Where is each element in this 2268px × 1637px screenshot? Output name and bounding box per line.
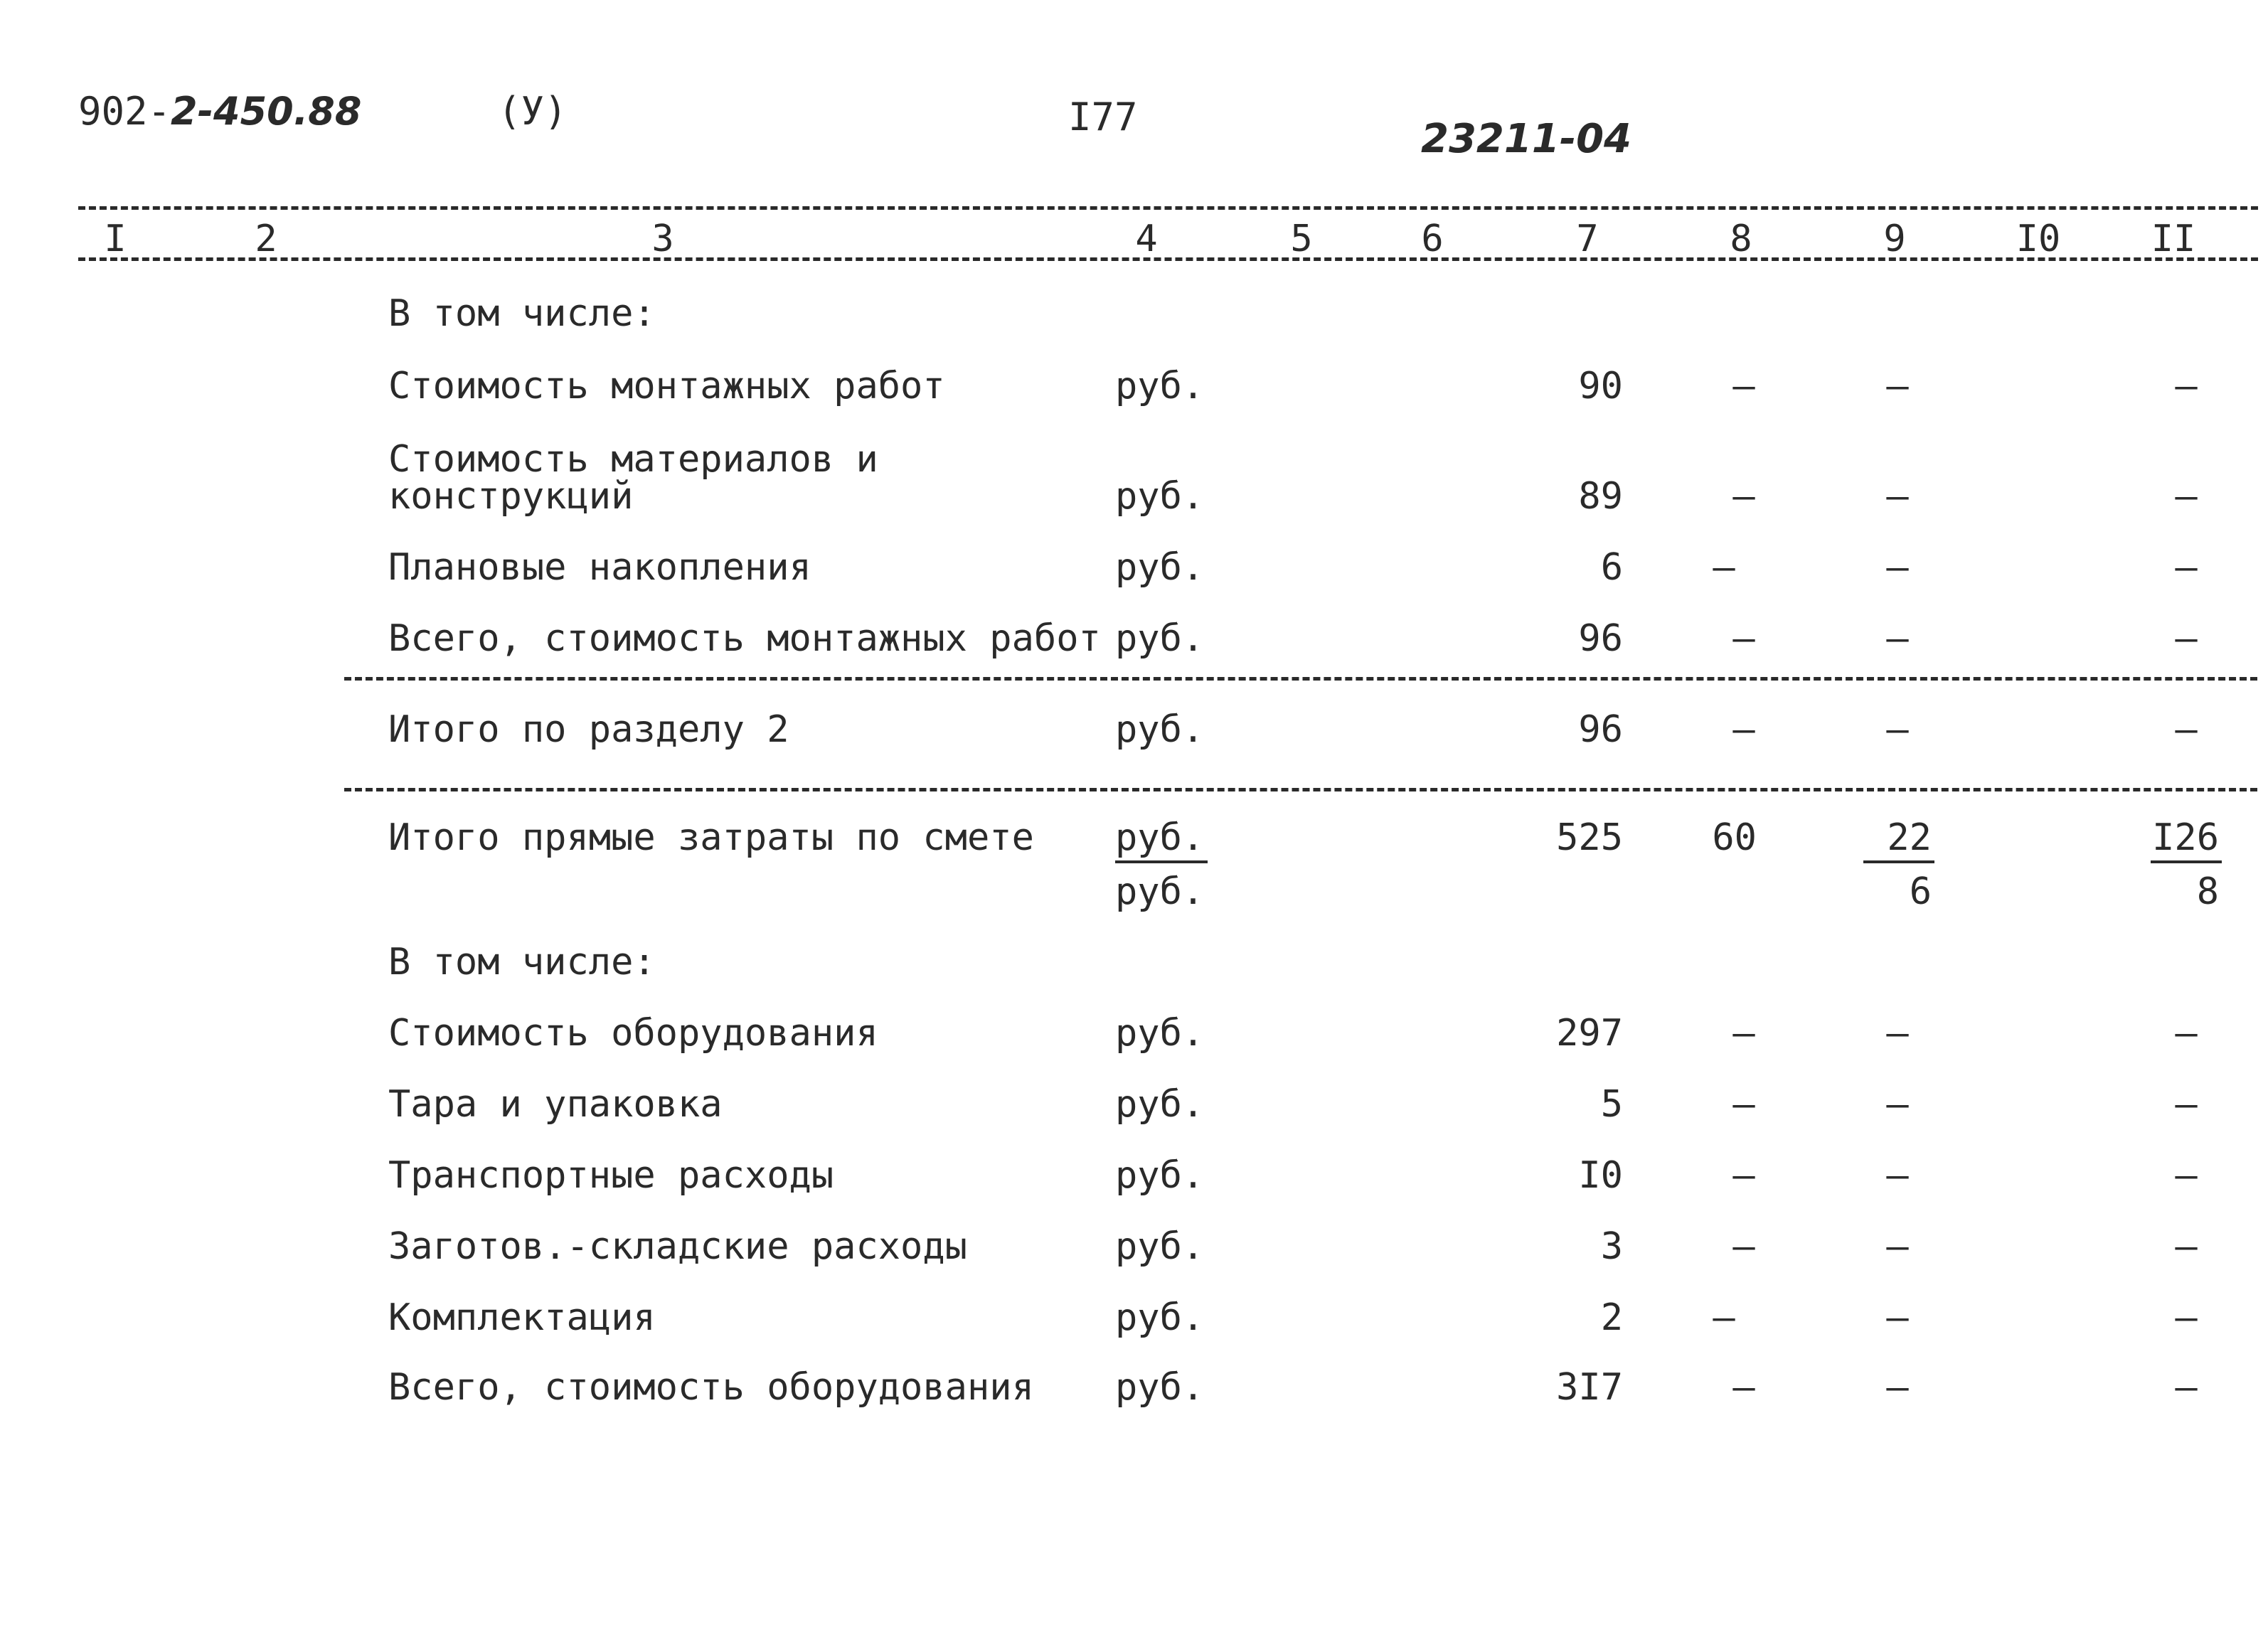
row-col8: –	[1732, 1083, 1755, 1126]
column-header-5: 5	[1290, 218, 1313, 260]
row-col11: –	[2175, 365, 2198, 407]
row-col7: 90	[1578, 365, 1623, 407]
unit-underline	[1115, 860, 1208, 863]
row-col7: 96	[1578, 708, 1623, 751]
row-unit: руб.	[1115, 617, 1205, 660]
row-col7: 3I7	[1556, 1366, 1623, 1409]
row-unit-secondary: руб.	[1115, 870, 1205, 913]
row-col11-numerator: I26	[2152, 816, 2219, 859]
row-unit: руб.	[1115, 546, 1205, 589]
row-name-line1: Стоимость материалов и	[388, 438, 878, 481]
row-col11: –	[2175, 617, 2198, 660]
row-col8: –	[1732, 708, 1755, 751]
row-col9: –	[1886, 708, 1909, 751]
document-number	[78, 89, 362, 134]
row-unit: руб.	[1115, 1083, 1205, 1126]
row-name: Итого по разделу 2	[388, 708, 789, 751]
row-col8: –	[1732, 1012, 1755, 1055]
row-unit: руб.	[1115, 475, 1205, 518]
row-col11: –	[2175, 546, 2198, 589]
row-name: Всего, стоимость оборудования	[388, 1366, 1034, 1409]
row-col8: –	[1732, 475, 1755, 518]
row-col11: –	[2175, 1296, 2198, 1339]
page-number: I77	[1068, 95, 1138, 139]
fraction-bar	[1863, 860, 1934, 863]
column-header-1: I	[104, 218, 127, 260]
row-col8: –	[1732, 1225, 1755, 1268]
row-col11: –	[2175, 475, 2198, 518]
column-header-10: I0	[2016, 218, 2061, 260]
row-col11: –	[2175, 1366, 2198, 1409]
row-col8: –	[1713, 546, 1735, 589]
row-col9: –	[1886, 475, 1909, 518]
row-col8: –	[1732, 1154, 1755, 1197]
section-a-heading: В том числе:	[388, 292, 656, 335]
row-col9: –	[1886, 1296, 1909, 1339]
row-unit: руб.	[1115, 365, 1205, 407]
column-header-8: 8	[1730, 218, 1752, 260]
row-col8: –	[1732, 365, 1755, 407]
row-col9: –	[1886, 1083, 1909, 1126]
row-col7: 6	[1600, 546, 1623, 589]
column-header-4: 4	[1135, 218, 1158, 260]
column-header-6: 6	[1421, 218, 1444, 260]
section-divider	[344, 677, 2257, 681]
column-header-3: 3	[651, 218, 674, 260]
document-code: 23211-04	[1421, 116, 1631, 162]
header-top-rule	[78, 206, 2258, 210]
row-col9: –	[1886, 546, 1909, 589]
row-unit: руб.	[1115, 1225, 1205, 1268]
row-col9: –	[1886, 1225, 1909, 1268]
row-col8: –	[1732, 1366, 1755, 1409]
row-col7: 2	[1600, 1296, 1623, 1339]
row-col7: I0	[1578, 1154, 1623, 1197]
row-col9-denominator: 6	[1909, 870, 1932, 913]
row-col11: –	[2175, 1083, 2198, 1126]
row-name: Транспортные расходы	[388, 1154, 834, 1197]
row-name: Заготов.-складские расходы	[388, 1225, 967, 1268]
row-col9: –	[1886, 365, 1909, 407]
header-bottom-rule	[78, 257, 2258, 261]
row-name: Всего, стоимость монтажных работ	[388, 617, 1101, 660]
row-col7: 5	[1600, 1083, 1623, 1126]
document-number-suffix: 2-450.88	[171, 89, 362, 134]
column-header-9: 9	[1883, 218, 1906, 260]
row-col7: 89	[1578, 475, 1623, 518]
row-col9: –	[1886, 1366, 1909, 1409]
row-col8: –	[1732, 617, 1755, 660]
row-col11: –	[2175, 708, 2198, 751]
row-unit: руб.	[1115, 816, 1205, 859]
row-col9: –	[1886, 1154, 1909, 1197]
row-unit: руб.	[1115, 1366, 1205, 1409]
column-header-11: II	[2151, 218, 2196, 260]
row-col7: 3	[1600, 1225, 1623, 1268]
row-unit: руб.	[1115, 1154, 1205, 1197]
section-b-heading: В том числе:	[388, 941, 656, 983]
row-col9-numerator: 22	[1887, 816, 1932, 859]
row-name: Комплектация	[388, 1296, 656, 1339]
column-header-7: 7	[1576, 218, 1599, 260]
row-unit: руб.	[1115, 1296, 1205, 1339]
column-header-2: 2	[255, 218, 277, 260]
row-col9: –	[1886, 1012, 1909, 1055]
row-col7: 525	[1556, 816, 1623, 859]
row-name: Стоимость монтажных работ	[388, 365, 945, 407]
row-unit: руб.	[1115, 708, 1205, 751]
document-number-prefix: 902-	[78, 89, 171, 134]
row-col11: –	[2175, 1225, 2198, 1268]
row-col9: –	[1886, 617, 1909, 660]
row-col7: 297	[1556, 1012, 1623, 1055]
document-mark: (У)	[498, 89, 568, 134]
row-col7: 96	[1578, 617, 1623, 660]
row-col11: –	[2175, 1154, 2198, 1197]
row-name: Стоимость оборудования	[388, 1012, 878, 1055]
row-col8: 60	[1712, 816, 1757, 859]
row-unit: руб.	[1115, 1012, 1205, 1055]
row-col11-denominator: 8	[2196, 870, 2219, 913]
fraction-bar	[2151, 860, 2222, 863]
row-name: Итого прямые затраты по смете	[388, 816, 1034, 859]
row-col8: –	[1713, 1296, 1735, 1339]
section-divider	[344, 788, 2257, 791]
row-name-line2: конструкций	[388, 475, 634, 518]
row-name: Плановые накопления	[388, 546, 811, 589]
row-name: Тара и упаковка	[388, 1083, 723, 1126]
row-col11: –	[2175, 1012, 2198, 1055]
